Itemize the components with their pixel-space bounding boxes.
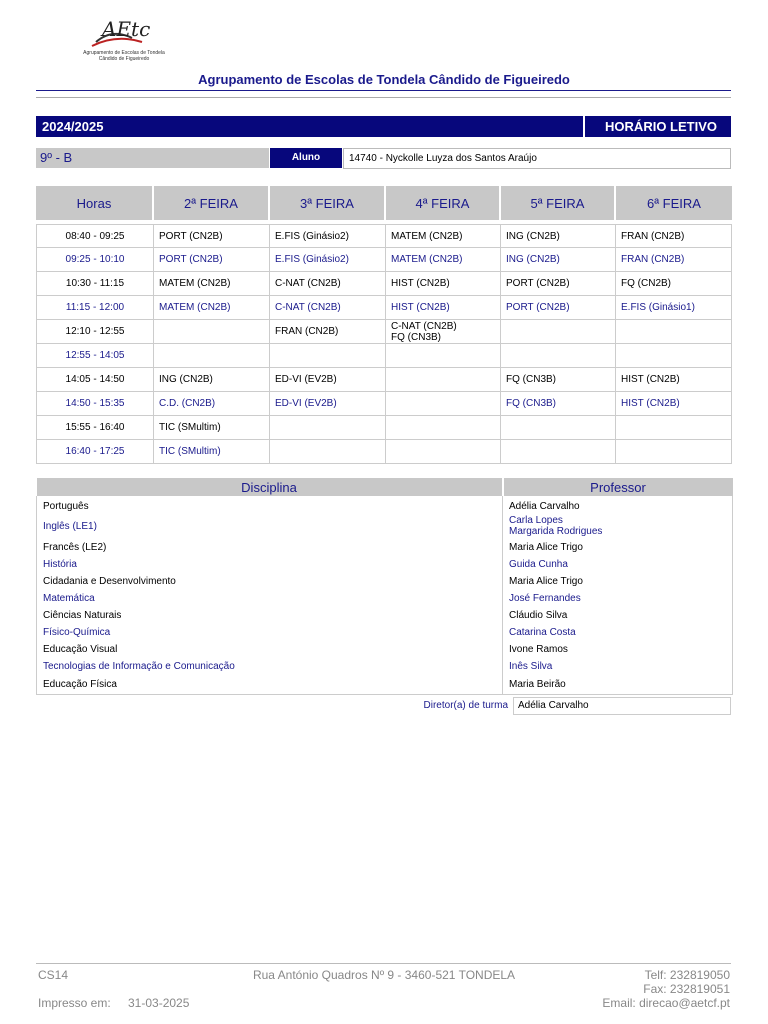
schedule-row [36,224,732,248]
discipline-row [37,641,733,658]
lesson-cell [154,320,270,344]
teacher-cell: Guida Cunha [503,556,733,573]
subject-cell: Físico-Química [37,624,503,641]
header-hours: Horas [36,186,154,220]
header-teacher: Professor [503,478,733,496]
discipline-row [37,607,733,624]
lesson-cell [501,440,616,464]
discipline-row [37,556,733,573]
lesson-cell: PORT (CN2B) [501,296,616,320]
page-title: Agrupamento de Escolas de Tondela Cândido de Figueiredo [198,72,570,87]
lesson-cell [501,320,616,344]
footer-divider [36,963,731,964]
teacher-name: Carla Lopes [509,515,563,526]
logo-text: AEtc [102,17,151,41]
lesson-cell: PORT (CN2B) [154,248,270,272]
lesson-cell [270,344,386,368]
divider [36,97,731,98]
lesson-line: C-NAT (CN2B) [391,320,457,332]
lesson-cell [386,344,501,368]
teacher-cell: Maria Alice Trigo [503,573,733,590]
lesson-cell: PORT (CN2B) [154,224,270,248]
lesson-cell [386,416,501,440]
header-monday: 2ª FEIRA [154,186,270,220]
discipline-header-row [37,478,733,496]
lesson-cell [270,416,386,440]
time-cell: 11:15 - 12:00 [36,296,154,320]
teacher-name: Margarida Rodrigues [509,526,603,537]
lesson-cell [386,368,501,392]
subject-cell: Educação Visual [37,641,503,658]
lesson-cell [501,344,616,368]
schedule-row [36,368,732,392]
footer-phone: Telf: 232819050 [644,968,730,982]
time-cell: 12:55 - 14:05 [36,344,154,368]
lesson-cell: MATEM (CN2B) [154,296,270,320]
discipline-row [37,624,733,641]
schedule-row [36,272,732,296]
teacher-cell: Cláudio Silva [503,607,733,624]
school-year: 2024/2025 [36,116,583,137]
footer-address: Rua António Quadros Nº 9 - 3460-521 TONDELA [252,968,516,982]
teacher-cell: Adélia Carvalho [503,499,733,513]
lesson-cell: ED-VI (EV2B) [270,368,386,392]
lesson-cell [616,440,732,464]
discipline-row [37,513,733,539]
header-wednesday: 4ª FEIRA [386,186,501,220]
lesson-cell: C.D. (CN2B) [154,392,270,416]
student-label: Aluno [270,148,342,168]
teacher-cell: Maria Alice Trigo [503,539,733,556]
header-tuesday: 3ª FEIRA [270,186,386,220]
time-cell: 14:05 - 14:50 [36,368,154,392]
lesson-cell: FQ (CN3B) [501,368,616,392]
lesson-cell: HIST (CN2B) [616,392,732,416]
subject-cell: Português [37,499,503,513]
lesson-cell: TIC (SMultim) [154,416,270,440]
lesson-cell: C-NAT (CN2B) [270,272,386,296]
lesson-cell [270,440,386,464]
lesson-cell: FRAN (CN2B) [270,320,386,344]
lesson-cell: TIC (SMultim) [154,440,270,464]
lesson-cell: ING (CN2B) [154,368,270,392]
lesson-cell: E.FIS (Ginásio2) [270,248,386,272]
time-cell: 14:50 - 15:35 [36,392,154,416]
schedule-row [36,344,732,368]
teacher-cell: Maria Beirão [503,675,733,694]
lesson-line: FQ (CN3B) [391,331,441,343]
discipline-row [37,658,733,675]
discipline-row [37,499,733,513]
discipline-table [36,478,733,695]
lesson-cell: HIST (CN2B) [386,272,501,296]
header-discipline: Disciplina [37,478,503,496]
schedule-row [36,392,732,416]
discipline-row [37,573,733,590]
subject-cell: História [37,556,503,573]
subject-cell: Inglês (LE1) [37,513,503,539]
header-friday: 6ª FEIRA [616,186,732,220]
director-label: Diretor(a) de turma [423,700,508,711]
lesson-cell [501,416,616,440]
footer-email: Email: direcao@aetcf.pt [602,996,730,1010]
teacher-cell: Inês Silva [503,658,733,675]
time-cell: 09:25 - 10:10 [36,248,154,272]
subject-cell: Cidadania e Desenvolvimento [37,573,503,590]
lesson-cell: E.FIS (Ginásio2) [270,224,386,248]
lesson-cell: FQ (CN2B) [616,272,732,296]
lesson-cell: HIST (CN2B) [616,368,732,392]
teacher-cell [503,513,733,539]
footer-printed-date: 31-03-2025 [128,996,190,1010]
lesson-cell: FQ (CN3B) [501,392,616,416]
lesson-cell [616,416,732,440]
lesson-cell: MATEM (CN2B) [386,224,501,248]
lesson-cell: MATEM (CN2B) [154,272,270,296]
teacher-cell: José Fernandes [503,590,733,607]
document-title: HORÁRIO LETIVO [585,116,731,137]
lesson-cell: FRAN (CN2B) [616,248,732,272]
footer-printed-label: Impresso em: [38,996,111,1010]
time-cell: 12:10 - 12:55 [36,320,154,344]
logo-subtitle: Agrupamento de Escolas de Tondela Cândido de Figueiredo [83,50,165,62]
lesson-cell: PORT (CN2B) [501,272,616,296]
time-cell: 16:40 - 17:25 [36,440,154,464]
schedule-row [36,320,732,344]
divider [36,90,731,91]
lesson-cell: C-NAT (CN2B) [270,296,386,320]
lesson-cell: HIST (CN2B) [386,296,501,320]
subject-cell: Tecnologias de Informação e Comunicação [37,658,503,675]
footer-fax: Fax: 232819051 [643,982,730,996]
schedule-row [36,440,732,464]
lesson-cell: MATEM (CN2B) [386,248,501,272]
header-thursday: 5ª FEIRA [501,186,616,220]
subject-cell: Educação Física [37,675,503,694]
lesson-cell [616,344,732,368]
student-value: 14740 - Nyckolle Luyza dos Santos Araújo [343,148,731,169]
footer-code: CS14 [38,968,69,982]
lesson-cell: ING (CN2B) [501,224,616,248]
teacher-cell: Ivone Ramos [503,641,733,658]
time-cell: 15:55 - 16:40 [36,416,154,440]
schedule-table [36,186,732,464]
lesson-cell [616,320,732,344]
time-cell: 10:30 - 11:15 [36,272,154,296]
teacher-cell: Catarina Costa [503,624,733,641]
subject-cell: Francês (LE2) [37,539,503,556]
schedule-header-row [36,186,732,220]
lesson-cell: ED-VI (EV2B) [270,392,386,416]
time-cell: 08:40 - 09:25 [36,224,154,248]
lesson-cell [386,440,501,464]
director-value: Adélia Carvalho [513,697,731,715]
discipline-row [37,590,733,607]
discipline-row [37,539,733,556]
lesson-cell [386,320,501,344]
schedule-row [36,248,732,272]
schedule-row [36,296,732,320]
lesson-cell: ING (CN2B) [501,248,616,272]
lesson-cell [154,344,270,368]
lesson-cell: FRAN (CN2B) [616,224,732,248]
subject-cell: Matemática [37,590,503,607]
lesson-cell [386,392,501,416]
discipline-row [37,675,733,694]
class-name: 9º - B [36,148,269,168]
subject-cell: Ciências Naturais [37,607,503,624]
lesson-cell: E.FIS (Ginásio1) [616,296,732,320]
schedule-row [36,416,732,440]
